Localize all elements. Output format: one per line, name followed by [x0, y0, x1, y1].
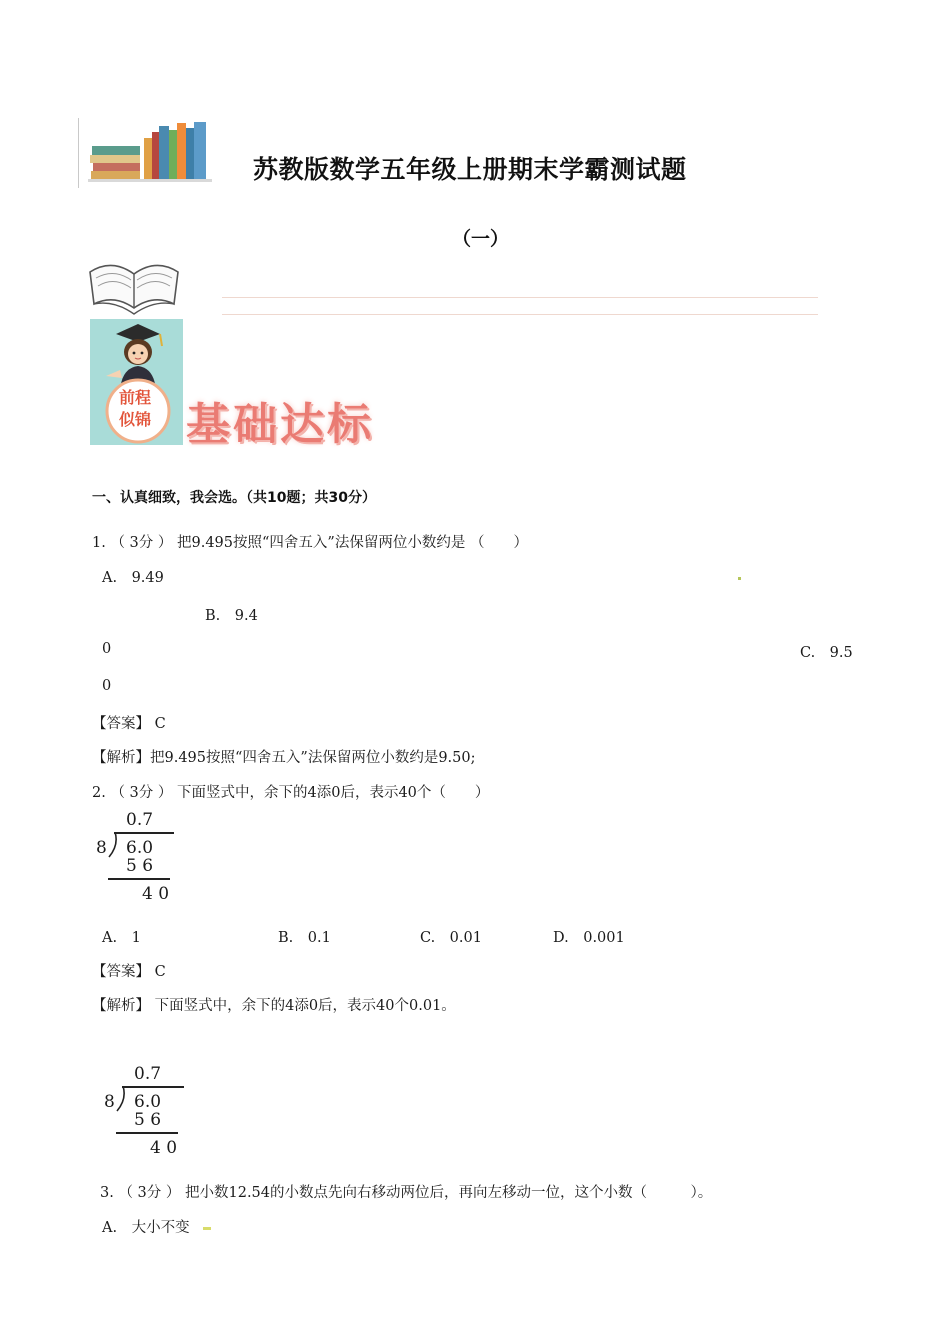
question-1-option-c[interactable]: C. 9.5 [800, 645, 853, 661]
division-subtract-line [116, 1132, 178, 1134]
books-icon [88, 118, 212, 182]
question-2-option-d[interactable]: D. 0.001 [553, 930, 625, 946]
question-1-stem: 1. （ 3分 ） 把9.495按照“四舍五入”法保留两位小数约是 （ ） [92, 535, 528, 551]
analysis-label: 【解析】 [92, 750, 150, 766]
division-dividend: 6.0 [134, 1092, 162, 1112]
question-1-option-c-wrap: 0 [102, 678, 112, 694]
page-subtitle: （一） [452, 228, 510, 250]
section-banner-title: 基础达标 [186, 399, 374, 450]
analysis-text: 把9.495按照“四舍五入”法保留两位小数约是9.50; [150, 750, 476, 766]
question-1-answer [92, 712, 166, 733]
question-2-option-a[interactable]: A. 1 [102, 930, 141, 946]
decor-line-top [222, 297, 818, 298]
question-2-analysis [92, 994, 456, 1015]
division-divisor: 8 [96, 838, 107, 858]
decor-line-bottom [222, 314, 818, 315]
answer-value: C [154, 716, 166, 732]
division-subtract-line [108, 878, 170, 880]
division-product: 5 6 [126, 856, 154, 876]
long-division-figure-analysis [102, 1062, 192, 1162]
question-3-option-a[interactable]: A. 大小不变 [102, 1220, 190, 1236]
division-quotient: 0.7 [134, 1064, 162, 1084]
division-bar [122, 1086, 184, 1088]
slogan-line2: 似锦 [119, 410, 152, 429]
question-2-option-b[interactable]: B. 0.1 [278, 930, 331, 946]
header-left-rule [78, 118, 79, 188]
question-2-option-c[interactable]: C. 0.01 [420, 930, 482, 946]
question-1-option-b-wrap: 0 [102, 641, 112, 657]
question-2-answer [92, 960, 166, 981]
division-bracket [116, 1086, 126, 1112]
division-bar [114, 832, 174, 834]
answer-label: 【答案】 [92, 716, 150, 732]
section-heading: 一、认真细致，我会选。（共10题；共30分） [92, 490, 376, 506]
slogan-line1: 前程 [119, 388, 152, 407]
division-remainder: 4 0 [150, 1138, 178, 1158]
long-division-figure [94, 808, 184, 908]
answer-value: C [154, 964, 166, 980]
division-product: 5 6 [134, 1110, 162, 1130]
division-quotient: 0.7 [126, 810, 154, 830]
open-book-icon [86, 252, 182, 318]
division-remainder: 4 0 [142, 884, 170, 904]
analysis-text: 下面竖式中，余下的4添0后，表示40个0.01。 [154, 998, 456, 1014]
stray-dot [738, 577, 741, 580]
question-2-stem: 2. （ 3分 ） 下面竖式中，余下的4添0后，表示40个（ ） [92, 785, 490, 801]
division-dividend: 6.0 [126, 838, 154, 858]
answer-label: 【答案】 [92, 964, 150, 980]
page-title: 苏教版数学五年级上册期末学霸测试题 [253, 155, 687, 184]
question-1-option-a[interactable]: A. 9.49 [102, 570, 164, 586]
stray-mark [203, 1227, 211, 1230]
question-3-stem: 3. （ 3分 ） 把小数12.54的小数点先向右移动两位后，再向左移动一位，这个小数（ ）。 [100, 1185, 713, 1201]
question-1-option-b[interactable]: B. 9.4 [205, 608, 258, 624]
question-1-analysis [92, 746, 476, 767]
division-divisor: 8 [104, 1092, 115, 1112]
division-bracket [108, 832, 118, 858]
analysis-label: 【解析】 [92, 998, 150, 1014]
